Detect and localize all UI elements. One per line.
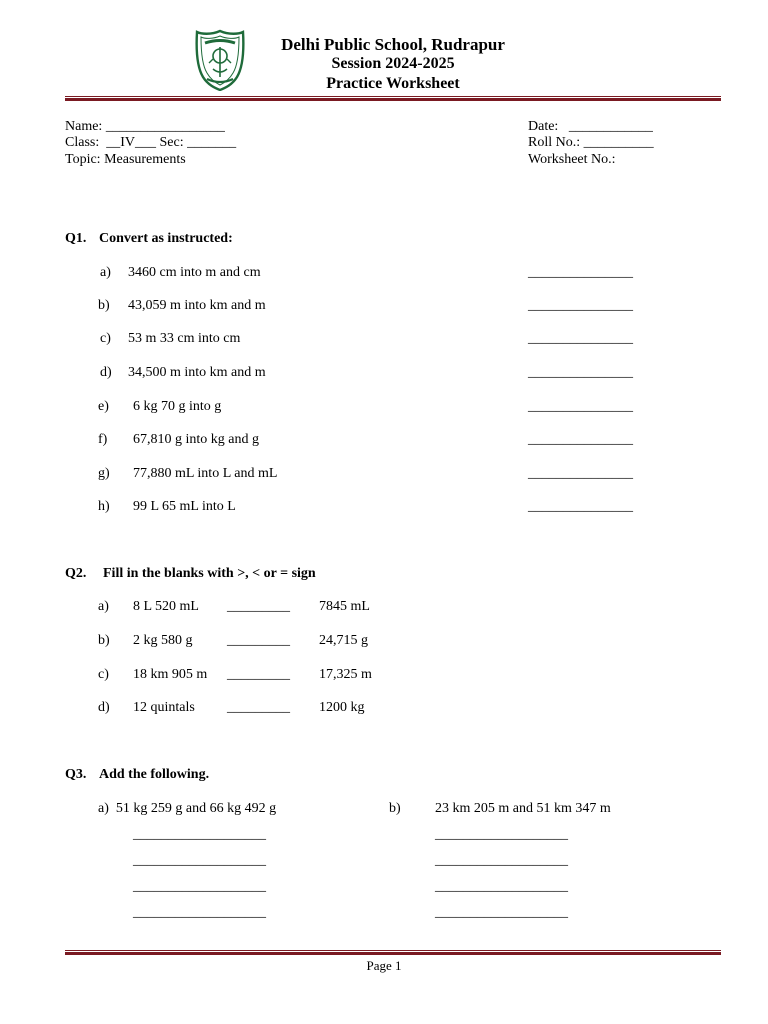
worksheet-title: Practice Worksheet [326,75,460,92]
q1-answer-blank: _______________ [528,399,633,414]
q3-a-work-line: ___________________ [133,853,266,868]
q1-item-text: 77,880 mL into L and mL [133,466,278,481]
session: Session 2024-2025 [331,55,455,72]
q2-item-letter: b) [98,633,110,648]
q1-answer-blank: _______________ [528,298,633,313]
q1-item-letter: c) [100,331,111,346]
header-divider [65,96,721,101]
section-field: Sec: _______ [156,135,237,150]
q1-item-text: 6 kg 70 g into g [133,399,222,414]
q2-item-left: 18 km 905 m [133,667,208,682]
q2-number: Q2. [65,566,87,581]
date-field: Date: ____________ [528,119,653,134]
q2-item-letter: d) [98,700,110,715]
q3-b-work-line: ___________________ [435,879,568,894]
worksheet-number-field: Worksheet No.: [528,152,616,167]
name-field: Name: _________________ [65,119,225,134]
q3-part-b-letter: b) [389,801,401,816]
q1-answer-blank: _______________ [528,432,633,447]
footer-divider [65,950,721,955]
class-label: Class: [65,135,107,150]
q2-item-left: 8 L 520 mL [133,599,199,614]
q2-item-right: 1200 kg [319,700,365,715]
page-number: Page 1 [366,958,402,973]
school-name: Delhi Public School, Rudrapur [281,35,505,54]
q1-item-letter: d) [100,365,112,380]
q3-title: Add the following. [99,767,210,782]
q3-a-work-line: ___________________ [133,879,266,894]
q1-item-text: 43,059 m into km and m [128,298,266,313]
q1-item-text: 99 L 65 mL into L [133,499,236,514]
q3-part-b: 23 km 205 m and 51 km 347 m [435,801,611,816]
q2-title: Fill in the blanks with >, < or = sign [103,566,316,581]
q1-answer-blank: _______________ [528,331,633,346]
q2-answer-blank: _________ [227,599,290,614]
q1-item-letter: e) [98,399,109,414]
topic-field: Topic: Measurements [65,152,186,167]
q3-b-work-line: ___________________ [435,853,568,868]
q2-item-right: 17,325 m [319,667,372,682]
q1-item-text: 34,500 m into km and m [128,365,266,380]
q2-item-letter: a) [98,599,109,614]
q1-number: Q1. [65,231,87,246]
q1-item-text: 3460 cm into m and cm [128,265,261,280]
class-section-field [65,135,236,151]
school-logo-icon [193,29,247,91]
q2-answer-blank: _________ [227,700,290,715]
q2-item-left: 12 quintals [133,700,195,715]
q2-item-letter: c) [98,667,109,682]
q1-item-letter: a) [100,265,111,280]
q1-item-letter: h) [98,499,110,514]
q1-answer-blank: _______________ [528,365,633,380]
q1-item-text: 53 m 33 cm into cm [128,331,241,346]
q2-answer-blank: _________ [227,667,290,682]
q1-answer-blank: _______________ [528,265,633,280]
q3-number: Q3. [65,767,87,782]
q1-item-letter: f) [98,432,108,447]
q3-a-work-line: ___________________ [133,905,266,920]
roll-number-field: Roll No.: __________ [528,135,654,150]
q1-answer-blank: _______________ [528,499,633,514]
q1-title: Convert as instructed: [99,231,233,246]
q2-answer-blank: _________ [227,633,290,648]
class-value: __IV___ [106,135,157,150]
q3-part-a: a) 51 kg 259 g and 66 kg 492 g [98,801,277,816]
q3-b-work-line: ___________________ [435,905,568,920]
q3-b-work-line: ___________________ [435,827,568,842]
q2-item-right: 7845 mL [319,599,370,614]
q3-a-work-line: ___________________ [133,827,266,842]
q1-item-letter: g) [98,466,110,481]
q2-item-right: 24,715 g [319,633,368,648]
q1-item-text: 67,810 g into kg and g [133,432,259,447]
q1-answer-blank: _______________ [528,466,633,481]
q2-item-left: 2 kg 580 g [133,633,193,648]
q1-item-letter: b) [98,298,110,313]
